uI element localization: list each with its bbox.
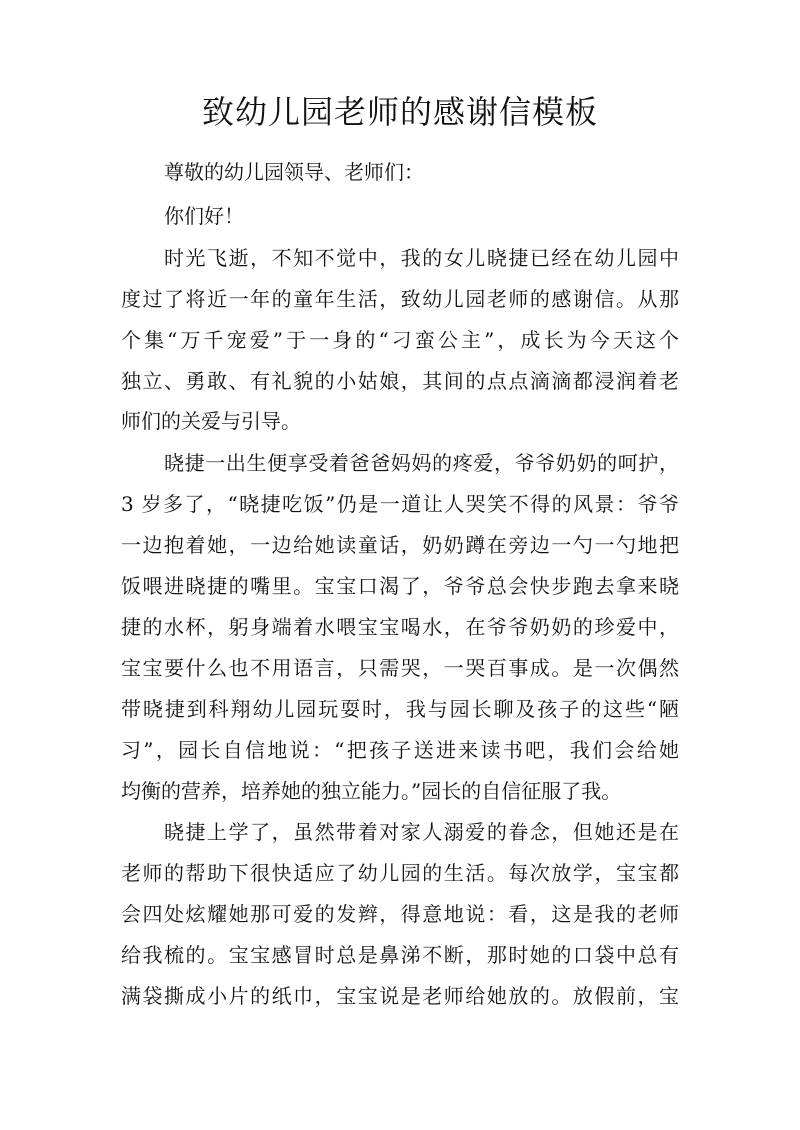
paragraph-1-line: 个集“万千宠爱”于一身的“刁蛮公主”，成长为今天这个: [121, 328, 679, 352]
paragraph-2-line: 饭喂进晓捷的嘴里。宝宝口渴了，爷爷总会快步跑去拿来晓: [121, 574, 679, 598]
paragraph-1-line: 时光飞逝，不知不觉中，我的女儿晓捷已经在幼儿园中: [164, 246, 679, 270]
paragraph-3-line: 会四处炫耀她那可爱的发辫，得意地说：看，这是我的老师: [121, 902, 679, 926]
paragraph-2-line: 捷的水杯，躬身端着水喂宝宝喝水，在爷爷奶奶的珍爱中，: [121, 615, 679, 639]
paragraph-2-line: 一边抱着她，一边给她读童话，奶奶蹲在旁边一勺一勺地把: [121, 533, 679, 557]
paragraph-2-line: 晓捷一出生便享受着爸爸妈妈的疼爱，爷爷奶奶的呵护，: [164, 451, 679, 475]
paragraph-1-line: 独立、勇敢、有礼貌的小姑娘，其间的点点滴滴都浸润着老: [121, 369, 679, 393]
paragraph-2-line: 均衡的营养，培养她的独立能力。”园长的自信征服了我。: [121, 779, 622, 803]
paragraph-3-line: 老师的帮助下很快适应了幼儿园的生活。每次放学，宝宝都: [121, 861, 679, 885]
paragraph-2-line: 习”，园长自信地说：“把孩子送进来读书吧，我们会给她: [121, 738, 679, 762]
paragraph-3-line: 晓捷上学了，虽然带着对家人溺爱的眷念，但她还是在: [164, 820, 679, 844]
paragraph-1-line: 度过了将近一年的童年生活，致幼儿园老师的感谢信。从那: [121, 287, 679, 311]
salutation-line: 尊敬的幼儿园领导、老师们：: [164, 160, 424, 184]
paragraph-2-line: 宝宝要什么也不用语言，只需哭，一哭百事成。是一次偶然: [121, 656, 679, 680]
paragraph-3-line: 满袋撕成小片的纸巾，宝宝说是老师给她放的。放假前，宝: [121, 984, 679, 1008]
paragraph-2-line: 3 岁多了，“晓捷吃饭”仍是一道让人哭笑不得的风景：爷爷: [121, 492, 679, 516]
paragraph-1-line: 师们的关爱与引导。: [121, 409, 301, 433]
greeting-line: 你们好！: [164, 204, 244, 228]
paragraph-2-line: 带晓捷到科翔幼儿园玩耍时，我与园长聊及孩子的这些“陋: [121, 697, 679, 721]
document-title: 致幼儿园老师的感谢信模板: [201, 93, 598, 131]
paragraph-3-line: 给我梳的。宝宝感冒时总是鼻涕不断，那时她的口袋中总有: [121, 943, 679, 967]
